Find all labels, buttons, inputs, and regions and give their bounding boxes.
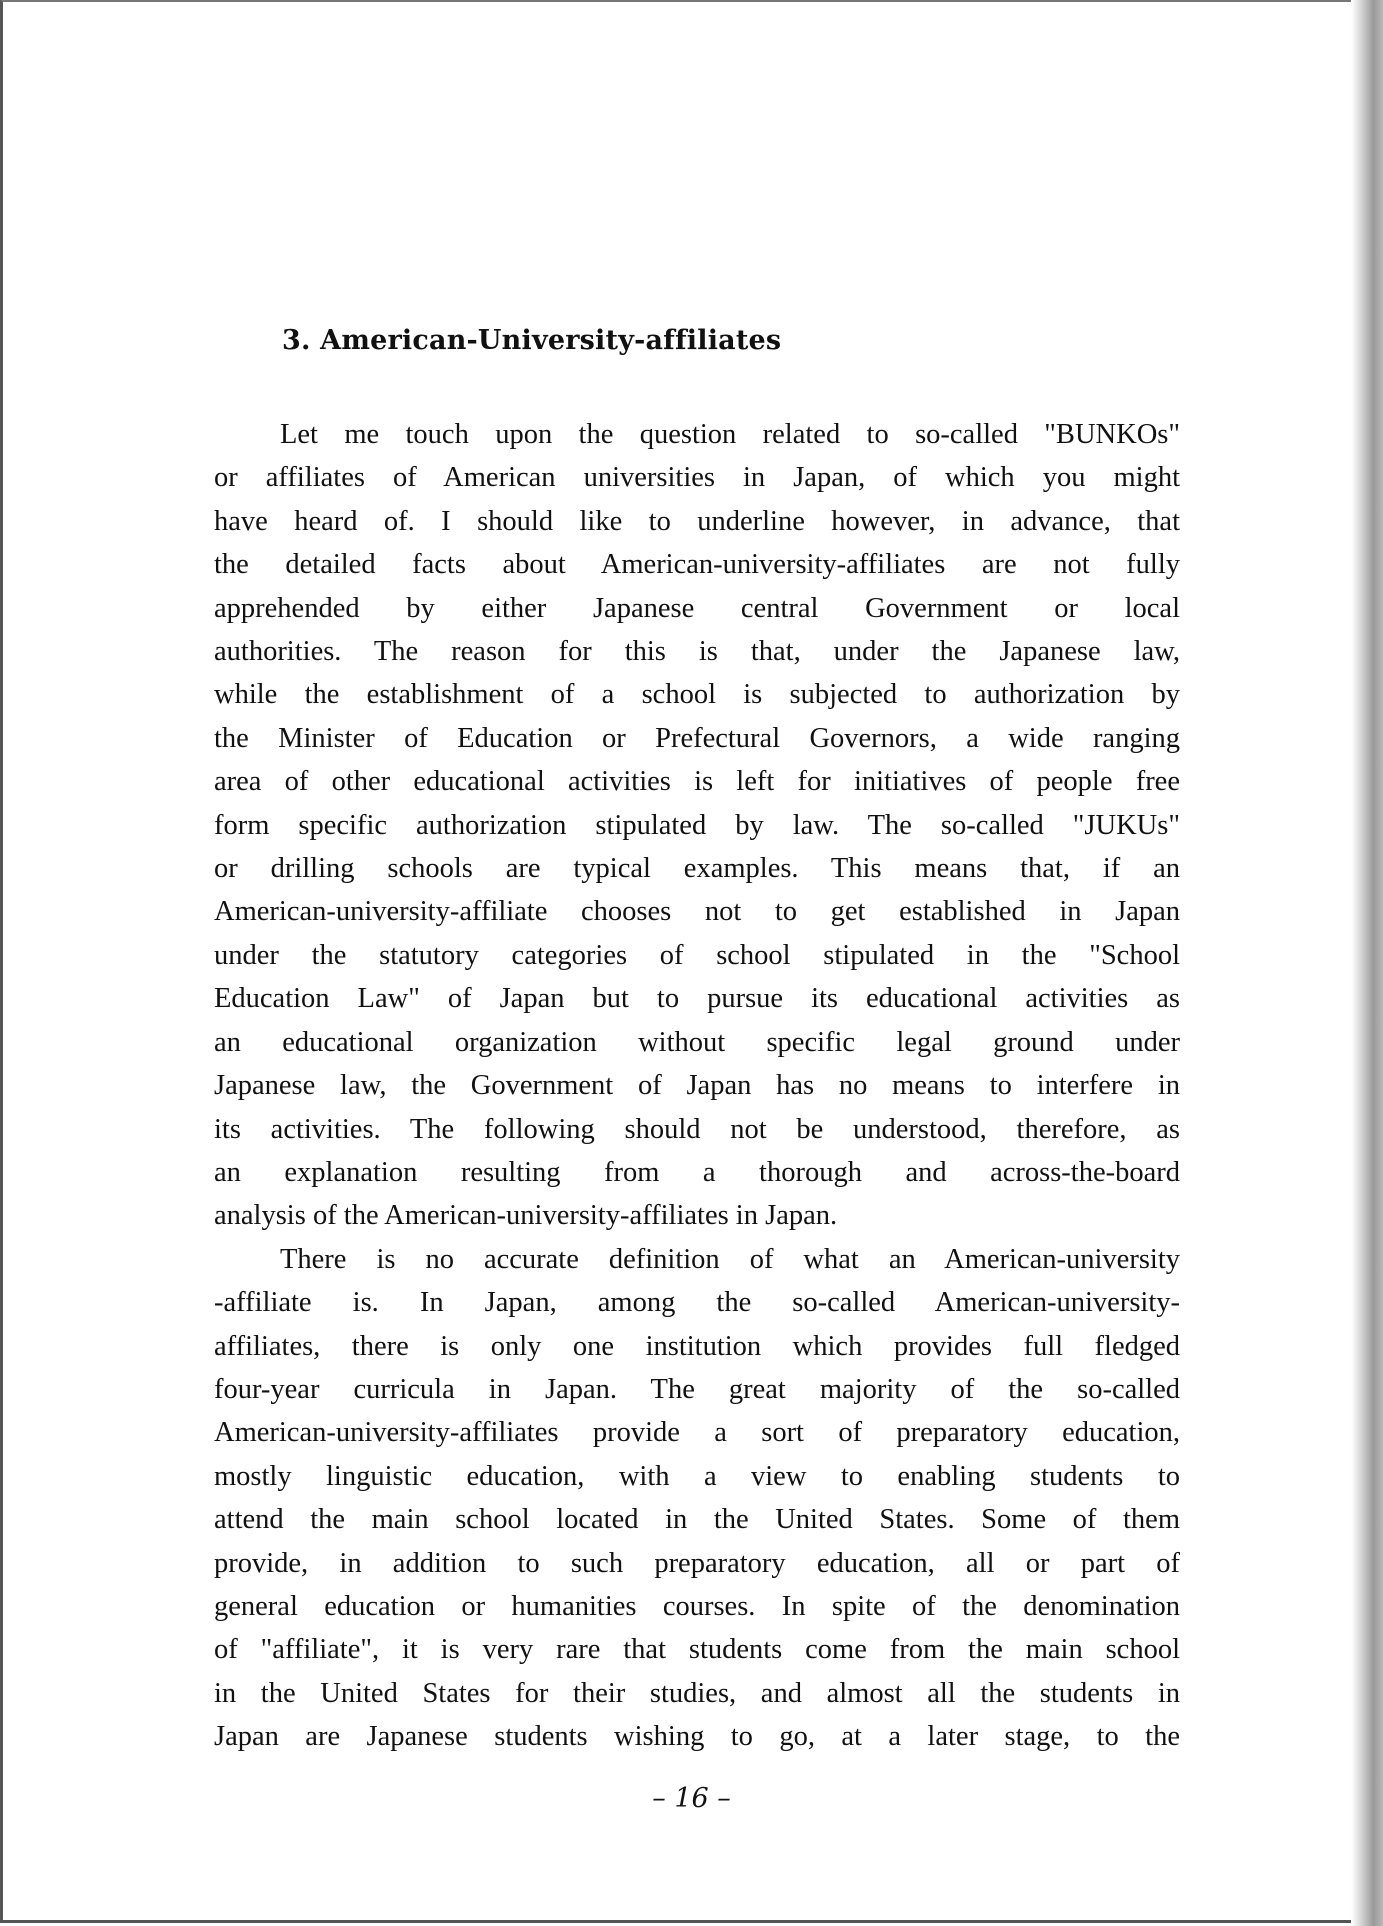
text-line: mostly linguistic education, with a view to enabling students to	[214, 1460, 1180, 1492]
text-line: of "affiliate", it is very rare that students come from the main school	[214, 1634, 1180, 1666]
document-body	[214, 300, 1180, 1759]
text-line: form specific authorization stipulated by law. The so-called "JUKUs"	[214, 809, 1180, 841]
page-edge-shadow	[1351, 0, 1383, 1926]
text-line: American-university-affiliates provide a sort of preparatory education,	[214, 1417, 1180, 1449]
page-number: – 16 –	[652, 1783, 731, 1814]
text-line: authorities. The reason for this is that, under the Japanese law,	[214, 636, 1180, 668]
text-line: an educational organization without specific legal ground under	[214, 1026, 1180, 1058]
text-line: general education or humanities courses. In spite of the denomination	[214, 1590, 1180, 1622]
paragraph-1	[214, 413, 1180, 1238]
text-line: in the United States for their studies, and almost all the students in	[214, 1677, 1180, 1709]
text-line: Japanese law, the Government of Japan has no means to interfere in	[214, 1070, 1180, 1102]
text-line: its activities. The following should not be understood, therefore, as	[214, 1113, 1180, 1145]
paragraph-2	[214, 1238, 1180, 1759]
text-line: the Minister of Education or Prefectural Governors, a wide ranging	[214, 722, 1180, 754]
text-line: Japan are Japanese students wishing to go, at a later stage, to the	[214, 1721, 1180, 1753]
text-line: There is no accurate definition of what an American-university	[280, 1243, 1180, 1275]
text-line: four-year curricula in Japan. The great majority of the so-called	[214, 1373, 1180, 1405]
text-line: apprehended by either Japanese central Government or local	[214, 592, 1180, 624]
text-line: area of other educational activities is left for initiatives of people free	[214, 766, 1180, 798]
text-line: or affiliates of American universities in Japan, of which you might	[214, 462, 1180, 494]
text-line: -affiliate is. In Japan, among the so-called American-university-	[214, 1287, 1180, 1319]
text-line: or drilling schools are typical examples. This means that, if an	[214, 853, 1180, 885]
text-line: provide, in addition to such preparatory education, all or part of	[214, 1547, 1180, 1579]
text-line: attend the main school located in the United States. Some of them	[214, 1504, 1180, 1536]
text-line: an explanation resulting from a thorough and across-the-board	[214, 1156, 1180, 1188]
text-line: American-university-affiliate chooses not to get established in Japan	[214, 896, 1180, 928]
section-heading: 3. American-University-affiliates	[282, 325, 782, 356]
text-line: have heard of. I should like to underline however, in advance, that	[214, 505, 1180, 537]
text-line: Education Law" of Japan but to pursue its educational activities as	[214, 983, 1180, 1015]
text-line: Let me touch upon the question related to so-called "BUNKOs"	[280, 419, 1180, 450]
text-line: the detailed facts about American-university-affiliates are not fully	[214, 549, 1180, 581]
text-line: while the establishment of a school is subjected to authorization by	[214, 679, 1180, 711]
text-line: analysis of the American-university-affiliates in Japan.	[214, 1200, 838, 1232]
text-line: affiliates, there is only one institution which provides full fledged	[214, 1330, 1180, 1362]
text-line: under the statutory categories of school stipulated in the "School	[214, 939, 1180, 971]
